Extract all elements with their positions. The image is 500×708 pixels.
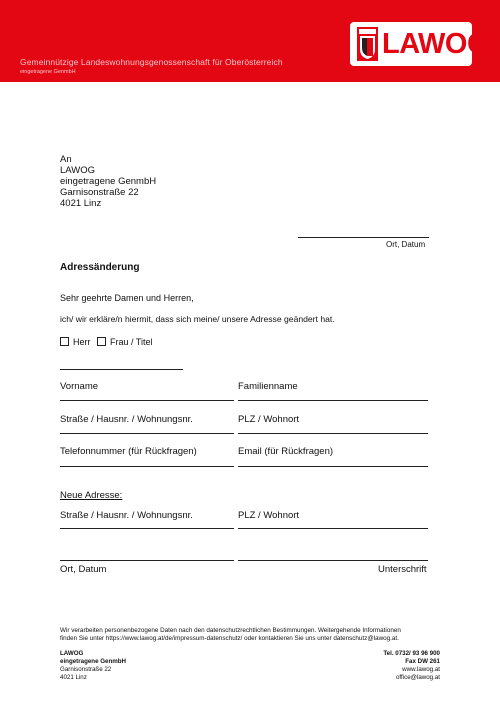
place-date-label: Ort, Datum [386, 240, 426, 249]
frau-label: Frau / Titel [110, 337, 153, 347]
privacy-line-1: Wir verarbeiten personenbezogene Daten nach den datenschutzrechtlichen Bestimmungen. Weitergehende Informationen [60, 627, 401, 634]
header-tagline: Gemeinnützige Landeswohnungsgenossenschaft für Oberösterreich [20, 57, 283, 67]
footer-street: Garnisonstraße 22 [60, 666, 112, 673]
page-title: Adressänderung [60, 262, 140, 273]
new-address-heading: Neue Adresse: [60, 490, 123, 501]
strasse-label: Straße / Hausnr. / Wohnungsnr. [60, 414, 193, 425]
logo-wordmark: LAWOG [382, 28, 490, 60]
plz-line[interactable] [238, 433, 428, 434]
salutation-options [60, 337, 153, 347]
footer-city: 4021 Linz [60, 674, 87, 681]
vorname-line[interactable] [60, 400, 234, 401]
title-line[interactable] [60, 369, 183, 370]
address-to: An [60, 154, 72, 165]
strasse-line[interactable] [60, 433, 234, 434]
footer-email[interactable]: office@lawog.at [395, 674, 440, 681]
herr-label: Herr [73, 337, 91, 347]
salutation: Sehr geehrte Damen und Herren, [60, 293, 194, 303]
new-strasse-line[interactable] [60, 528, 234, 529]
familienname-line[interactable] [238, 400, 428, 401]
new-strasse-label: Straße / Hausnr. / Wohnungsnr. [60, 510, 193, 521]
email-line[interactable] [238, 466, 428, 467]
body-text: ich/ wir erkläre/n hiermit, dass sich meine/ unsere Adresse geändert hat. [60, 314, 335, 324]
telefon-label: Telefonnummer (für Rückfragen) [60, 446, 197, 457]
footer-phone: Tel. 0732/ 93 96 900 [383, 650, 440, 657]
place-date-line[interactable] [298, 237, 429, 238]
new-plz-label: PLZ / Wohnort [238, 510, 300, 521]
frau-checkbox[interactable] [97, 337, 106, 346]
address-street: Garnisonstraße 22 [60, 187, 139, 198]
footer-company: LAWOG [60, 650, 84, 657]
sign-place-date-line[interactable] [60, 560, 234, 561]
letterhead-banner [0, 0, 500, 82]
telefon-line[interactable] [60, 466, 234, 467]
vorname-label: Vorname [60, 381, 99, 392]
footer-company-type: eingetragene GenmbH [60, 658, 127, 665]
footer-website[interactable]: www.lawog.at [402, 666, 440, 673]
signature-line[interactable] [238, 560, 428, 561]
herr-checkbox[interactable] [60, 337, 69, 346]
privacy-line-2: finden Sie unter https://www.lawog.at/de/impressum-datenschutz/ oder kontaktieren Sie uns unter datenschutz@lawog.at. [60, 635, 399, 642]
address-type: eingetragene GenmbH [60, 176, 157, 187]
signature-label: Unterschrift [378, 564, 427, 575]
header-subtag: eingetragene GenmbH [20, 69, 76, 75]
lawog-logo [350, 22, 490, 66]
footer-fax: Fax DW 261 [405, 658, 440, 665]
plz-label: PLZ / Wohnort [238, 414, 300, 425]
email-label: Email (für Rückfragen) [238, 446, 334, 457]
familienname-label: Familienname [238, 381, 298, 392]
address-city: 4021 Linz [60, 198, 102, 209]
new-plz-line[interactable] [238, 528, 428, 529]
address-name: LAWOG [60, 165, 96, 176]
sign-place-date-label: Ort, Datum [60, 564, 107, 575]
coat-of-arms-icon [357, 27, 378, 61]
